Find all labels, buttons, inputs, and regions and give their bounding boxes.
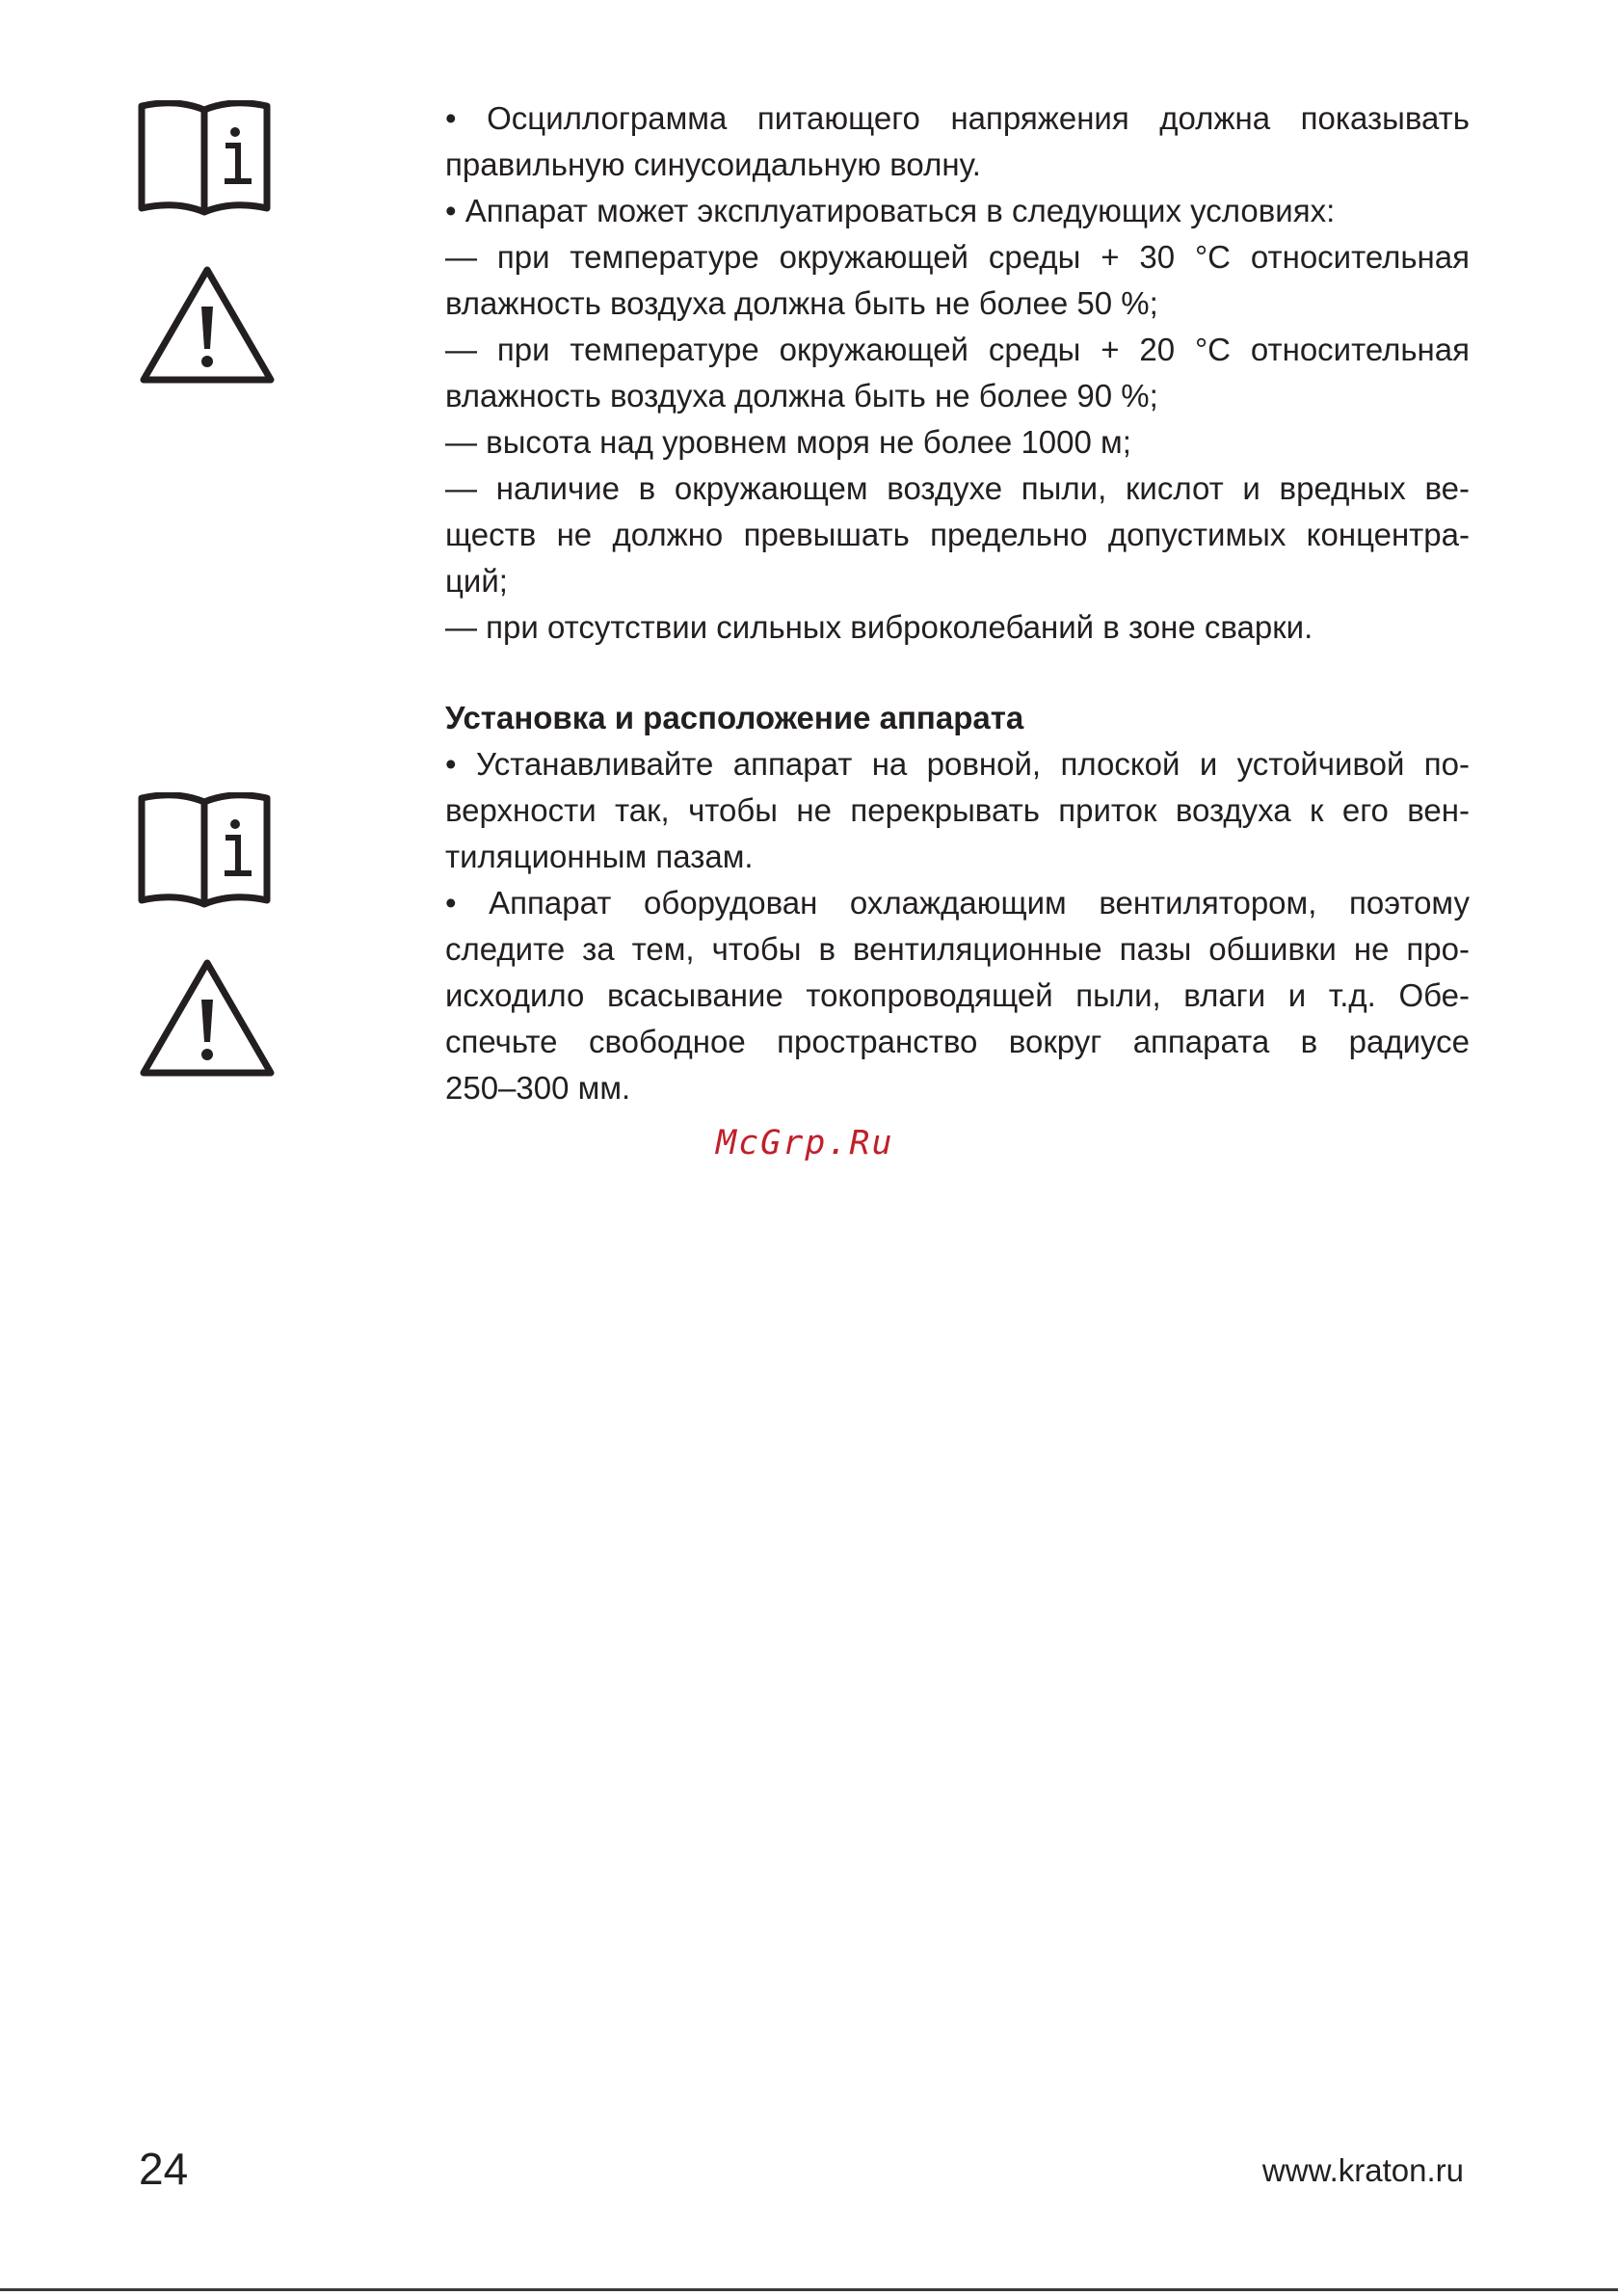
paragraph-line: спечьте свободное пространство вокруг аппарата в радиусе — [445, 1024, 1470, 1059]
bottom-divider — [0, 2288, 1618, 2291]
paragraph-line: — наличие в окружающем воздухе пыли, кислот и вредных ве- — [445, 470, 1470, 506]
paragraph-line: правильную синусоидальную волну. — [445, 147, 981, 182]
watermark: McGrp.Ru — [716, 1124, 894, 1162]
paragraph-line: • Аппарат оборудован охлаждающим вентилятором, поэтому — [445, 885, 1470, 921]
paragraph-line: 250–300 мм. — [445, 1070, 631, 1106]
paragraph-line: влажность воздуха должна быть не более 50 %; — [445, 285, 1158, 321]
paragraph-line: — при температуре окружающей среды + 20 °С относительная — [445, 332, 1470, 367]
warning-triangle-icon — [138, 957, 277, 1079]
paragraph-line: исходило всасывание токопроводящей пыли, влаги и т.д. Обе- — [445, 977, 1470, 1013]
paragraph-line: ций; — [445, 563, 508, 599]
paragraph-line: • Аппарат может эксплуатироваться в следующих условиях: — [445, 193, 1336, 228]
paragraph-line: — при отсутствии сильных виброколебаний в зоне сварки. — [445, 609, 1313, 645]
operating-conditions-section — [445, 95, 1470, 651]
paragraph-line: • Устанавливайте аппарат на ровной, плоской и устойчивой по- — [445, 746, 1470, 782]
paragraph-line: влажность воздуха должна быть не более 90 %; — [445, 378, 1158, 414]
paragraph-line: верхности так, чтобы не перекрывать приток воздуха к его вен- — [445, 792, 1470, 828]
website-link[interactable]: www.kraton.ru — [1261, 2152, 1464, 2188]
info-book-icon — [138, 792, 271, 908]
paragraph-line: ществ не должно превышать предельно допустимых концентра- — [445, 517, 1470, 552]
section-heading: Установка и расположение аппарата — [445, 700, 1024, 735]
paragraph-line: — высота над уровнем моря не более 1000 м; — [445, 424, 1131, 460]
paragraph-line: следите за тем, чтобы в вентиляционные пазы обшивки не про- — [445, 931, 1470, 967]
paragraph-line: • Осциллограмма питающего напряжения должна показывать — [445, 100, 1470, 136]
page-number: 24 — [139, 2144, 189, 2194]
paragraph-line: тиляционным пазам. — [445, 839, 754, 874]
info-book-icon — [138, 100, 271, 216]
paragraph-line: — при температуре окружающей среды + 30 °С относительная — [445, 239, 1470, 275]
warning-triangle-icon — [138, 264, 277, 386]
installation-section — [445, 695, 1470, 1111]
